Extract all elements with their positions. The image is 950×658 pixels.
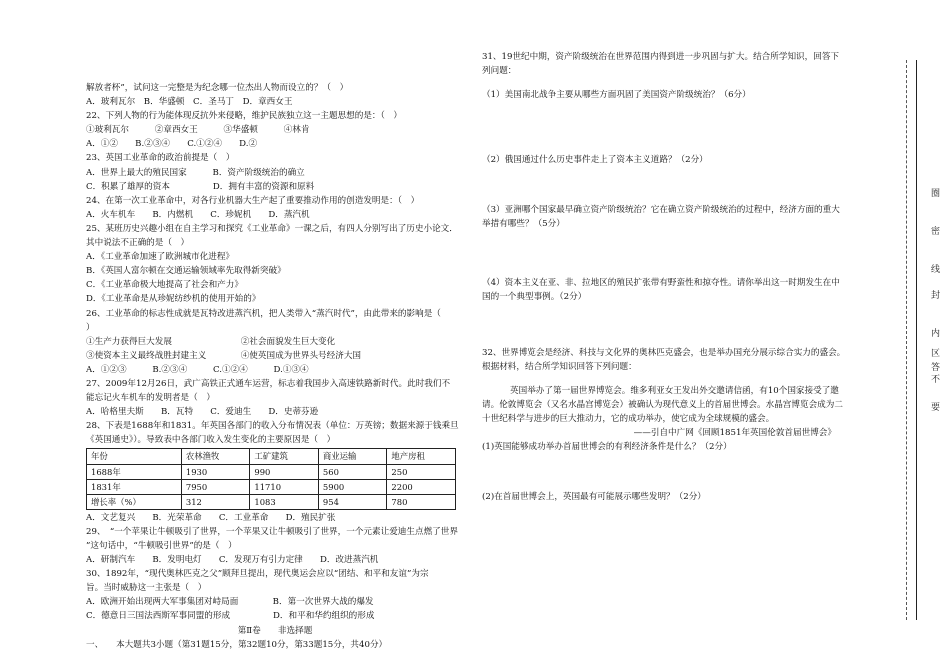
right-column [482, 0, 874, 505]
question-text: 22、下列人物的行为能体现反抗外来侵略，维护民族独立这一主题思想的是：（ ） [86, 111, 403, 122]
table-header-cell: 地产房租 [387, 449, 456, 464]
question-text: A．《工业革命加速了欧洲城市化进程》 [86, 252, 235, 263]
question-text: ③使资本主义最终战胜封建主义 ④使英国成为世界头号经济大国 [86, 350, 362, 361]
question-32-part-2: (2)在首届世博会上，英国最有可能展示哪些发明？（2分） [482, 492, 706, 503]
question-text: 其中说法不正确的是（ ） [86, 238, 190, 249]
table-cell: 增长率（%） [87, 494, 182, 509]
table-header-cell: 商业运输 [318, 449, 387, 464]
table-cell: 1930 [181, 464, 250, 479]
question-32-material: 英国举办了第一届世界博览会。维多利亚女王发出外交邀请信函，有10个国家接受了邀 [510, 385, 839, 396]
table-row [87, 494, 456, 509]
binding-margin [886, 0, 950, 658]
question-text: A．欧洲开始出现两大军事集团对峙局面 B．第一次世界大战的爆发 [86, 597, 374, 608]
table-cell: 5900 [318, 479, 387, 494]
table-header-cell: 农林渔牧 [181, 449, 250, 464]
question-text: ①生产力获得巨大发展 ②社会面貌发生巨大变化 [86, 336, 336, 347]
question-text: 28、下表是1688年和1831。年英国各部门的收入分布情况表（单位：万英镑；数据来源于钱乘旦 [86, 421, 459, 432]
question-31-part-2: （2）俄国通过什么历史事件走上了资本主义道路？（2分） [482, 155, 708, 166]
margin-char: 不 [931, 375, 941, 385]
question-32-part-1: (1)英国能够成功举办首届世博会的有利经济条件是什么？（2分） [482, 442, 732, 453]
table-cell: 2200 [387, 479, 456, 494]
question-text: A．①② B.②③④ C.①②④ D.② [86, 139, 258, 150]
question-text: 24、在第一次工业革命中，对各行业机器大生产起了重要推动作用的创造发明是：（ ） [86, 195, 420, 206]
margin-char: 要 [931, 403, 941, 413]
income-table [86, 448, 456, 509]
question-text: D．《工业革命是从珍妮纺纱机的使用开始的》 [86, 294, 261, 305]
question-text: C．积累了雄厚的资本 D．拥有丰富的资源和原料 [86, 181, 315, 192]
section-title: 第Ⅱ卷 非选择题 [237, 625, 313, 636]
question-text: 29、 “一个苹果让牛顿吸引了世界，一个苹果又让牛顿吸引了世界，一个元素让爱迪生点燃了世界 [86, 526, 458, 537]
question-32-intro: 根据材料，结合所学知识回答下列问题： [482, 361, 637, 372]
question-text: 26、工业革命的标志性成就是瓦特改进蒸汽机，把人类带入“蒸汽时代”，由此带来的影响是（ [86, 308, 441, 319]
question-text: 27、2009年12月26日，武广高铁正式通车运营，标志着我国步入高速铁路新时代。此时我们不 [86, 378, 451, 389]
table-cell: 1083 [250, 494, 319, 509]
question-text: 《英国通史》）。导致表中各部门收入发生变化的主要原因是（ ） [86, 435, 336, 446]
margin-char: 封 [931, 291, 941, 301]
question-text: A．火车机车 B．内燃机 C．珍妮机 D．蒸汽机 [86, 209, 310, 220]
question-31-intro: 31、19世纪中期，资产阶级统治在世界范围内得到进一步巩固与扩大。结合所学知识，回答下 [482, 52, 840, 62]
question-text: 23、英国工业革命的政治前提是（ ） [86, 153, 235, 164]
table-cell: 1688年 [87, 464, 182, 479]
question-text: 旨。当时威胁这一主张是（ ） [86, 583, 207, 594]
table-cell: 780 [387, 494, 456, 509]
question-text: A．①②③ B.②③④ C.①②④ D.①③④ [86, 364, 309, 375]
table-cell: 7950 [181, 479, 250, 494]
question-31-part-4: （4）资本主义在亚、非、拉地区的殖民扩张带有野蛮性和掠夺性。请你举出这一时期发生在中 [482, 277, 840, 288]
question-text: 解放者杯”，试问这一完整是为纪念哪一位杰出人物而设立的？（ ） [86, 83, 349, 93]
table-cell: 990 [250, 464, 319, 479]
section-instruction: 一、 本大题共3小题（第31题15分，第32题10分，第33题15分，共40分） [86, 639, 388, 650]
margin-char: 线 [931, 265, 941, 275]
table-header-cell: 年份 [87, 449, 182, 464]
question-32-intro: 32、世界博览会是经济、科技与文化界的奥林匹克盛会，也是举办国充分展示综合实力的盛会。 [482, 347, 846, 358]
question-text: C．《工业革命极大地提高了社会和产力》 [86, 280, 243, 291]
question-text: ①玻利瓦尔 ②章西女王 ③华盛顿 ④林肯 [86, 125, 310, 136]
left-column [86, 0, 464, 652]
margin-char: 密 [931, 227, 941, 237]
table-row [87, 479, 456, 494]
table-header-row [87, 449, 456, 464]
table-cell: 954 [318, 494, 387, 509]
question-text: 30、1892年，“现代奥林匹克之父”顾拜旦提出，现代奥运会应以“团结、和平和友谊”为宗 [86, 569, 429, 580]
question-text: C．德意日三国法西斯军事同盟的形成 D．和平和华约组织的形成 [86, 611, 375, 622]
table-cell: 11710 [250, 479, 319, 494]
question-text: A．玻利瓦尔 B．华盛顿 C．圣马丁 D．章西女王 [86, 97, 293, 108]
question-31-part-4: 国的一个典型事例。（2分） [482, 291, 587, 302]
question-text: A．研制汽车 B．发明电灯 C．发现万有引力定律 D．改进蒸汽机 [86, 555, 379, 566]
question-text: ”这句话中，“牛顿吸引世界”的是（ ） [86, 541, 237, 551]
table-header-cell: 工矿建筑 [250, 449, 319, 464]
question-31-part-1: （1）美国南北战争主要从哪些方面巩固了美国资产阶级统治？（6分） [482, 90, 751, 101]
binding-line [916, 60, 917, 620]
table-cell: 1831年 [87, 479, 182, 494]
question-text: A．哈格里夫斯 B．瓦特 C．爱迪生 D．史蒂芬逊 [86, 407, 319, 418]
question-31-part-3: 举措有哪些？（5分） [482, 219, 565, 230]
question-32-source: ——引自中广网《回顾1851年英国伦敦首届世博会》 [633, 428, 836, 439]
question-text: ） [86, 322, 95, 333]
table-row [87, 464, 456, 479]
question-text: B．《英国人富尔顿在交通运输领域率先取得新突破》 [86, 266, 286, 277]
question-text: A．世界上最大的殖民国家 B．资产阶级统治的确立 [86, 167, 305, 178]
margin-char: 内 [931, 329, 941, 339]
question-31-intro: 列问题： [482, 66, 517, 77]
table-cell: 250 [387, 464, 456, 479]
fold-line [906, 60, 907, 620]
margin-char: 圈 [931, 189, 941, 199]
question-text: A．文艺复兴 B．光荣革命 C．工业革命 D．殖民扩张 [86, 512, 336, 523]
question-31-part-3: （3）亚洲哪个国家最早确立资产阶级统治？它在确立资产阶级统治的过程中，经济方面的重大 [482, 205, 840, 216]
margin-char: 答 [931, 363, 941, 373]
question-32-material: 请。伦敦博览会（又名水晶宫博览会）被确认为现代意义上的首届世博会。水晶宫博览会成为二 [482, 400, 843, 411]
question-text: 25、某班历史兴趣小组在自主学习和探究《工业革命》一课之后，有四人分别写出了历史小论文． [86, 223, 458, 234]
margin-char: 区 [931, 349, 941, 359]
question-32-material: 十世纪科学与进步的巨大推动力，它的成功举办，使它成为全球规模的盛会。 [482, 414, 775, 425]
question-text: 能忘记火车机车的发明者是（ ） [86, 393, 215, 404]
table-cell: 560 [318, 464, 387, 479]
table-cell: 312 [181, 494, 250, 509]
